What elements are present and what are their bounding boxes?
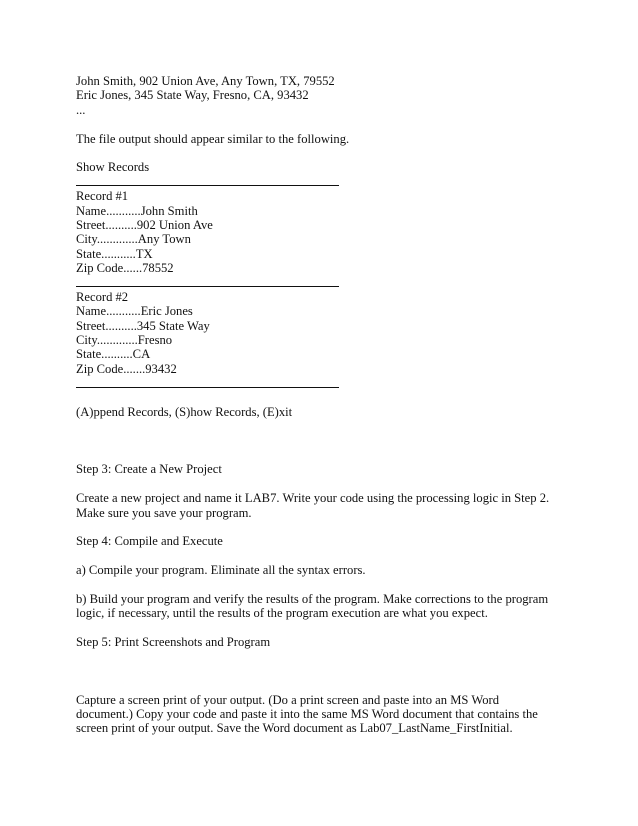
record-state: State..........CA xyxy=(76,347,151,362)
record-block-2 xyxy=(76,290,576,376)
separator-rule xyxy=(76,175,339,189)
step3-heading: Step 3: Create a New Project xyxy=(76,462,222,477)
step4-heading: Step 4: Compile and Execute xyxy=(76,534,223,549)
intro-ellipsis: ... xyxy=(76,102,86,117)
record-street: Street..........345 State Way xyxy=(76,318,210,333)
step4-item-b: b) Build your program and verify the results of the program. Make corrections to the program logic, if necessary, until the results of the program execution are what you expect. xyxy=(76,591,549,621)
step5-heading: Step 5: Print Screenshots and Program xyxy=(76,635,271,650)
record-street: Street..........902 Union Ave xyxy=(76,217,213,232)
step3-body: Create a new project and name it LAB7. Write your code using the processing logic in Step 2. Make sure you save your program. xyxy=(76,491,550,520)
record-zip: Zip Code......78552 xyxy=(76,261,174,276)
document-body xyxy=(76,74,576,736)
record-label: Record #1 xyxy=(76,189,129,204)
step5-body: Capture a screen print of your output. (Do a print screen and paste into an MS Word document.) Copy your code and paste it into the same MS Word document that contains the screen print of your output. Save the Word document as Lab07_LastName_FirstInitial. xyxy=(76,692,538,736)
intro-line-1: John Smith, 902 Union Ave, Any Town, TX, 79552 xyxy=(76,74,335,88)
separator-rule xyxy=(76,275,339,289)
record-state: State...........TX xyxy=(76,246,153,261)
record-city: City.............Any Town xyxy=(76,232,191,247)
record-zip: Zip Code.......93432 xyxy=(76,361,177,376)
record-block-1 xyxy=(76,189,576,275)
intro-line-2: Eric Jones, 345 State Way, Fresno, CA, 93432 xyxy=(76,88,309,103)
record-name: Name...........Eric Jones xyxy=(76,304,193,319)
separator-rule xyxy=(76,376,339,390)
menu-line: (A)ppend Records, (S)how Records, (E)xit xyxy=(76,404,293,419)
show-records-heading: Show Records xyxy=(76,160,150,175)
record-city: City.............Fresno xyxy=(76,333,173,348)
step4-item-a: a) Compile your program. Eliminate all the syntax errors. xyxy=(76,563,366,578)
record-name: Name...........John Smith xyxy=(76,203,198,218)
file-output-note: The file output should appear similar to the following. xyxy=(76,131,350,146)
record-label: Record #2 xyxy=(76,289,129,304)
